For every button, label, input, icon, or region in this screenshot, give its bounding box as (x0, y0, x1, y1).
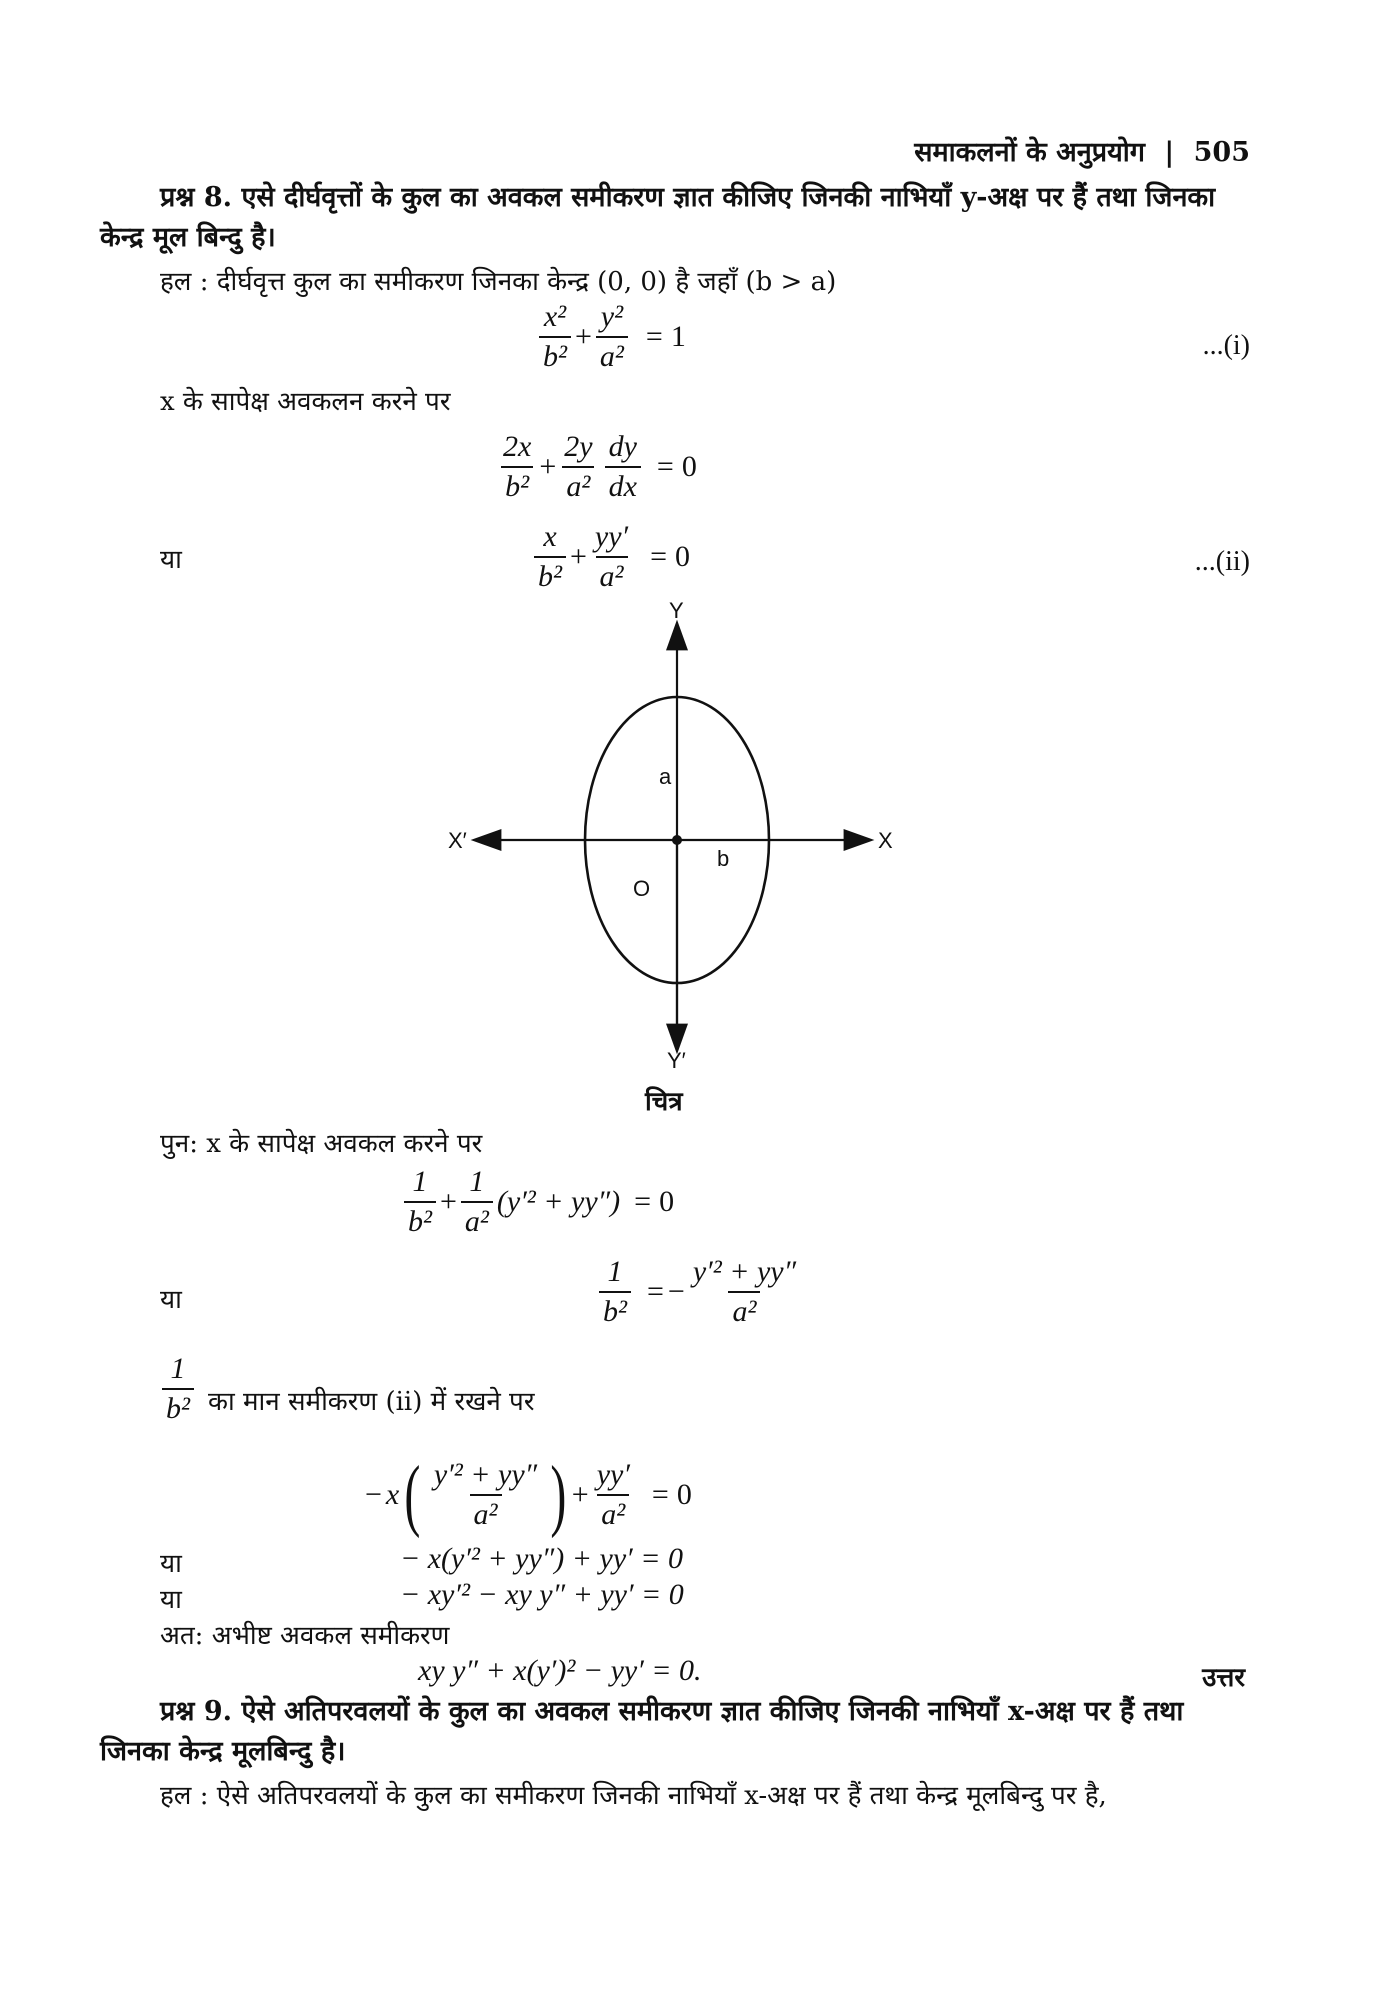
page-header (914, 132, 1250, 169)
label-y-bottom: Y′ (667, 1048, 686, 1070)
chapter-title: समाकलनों के अनुप्रयोग (914, 137, 1145, 168)
final-equation: xy y″ + x(y′)² − yy′ = 0. (418, 1654, 702, 1687)
label-a: a (659, 764, 672, 789)
equation-tag-ii: ...(ii) (1194, 546, 1250, 577)
equation-derivative: $\frac{2x}{\text{b²}}$ + $\frac{2y}{\text{a²}}$ $\frac{dy}{dx}$ = 0 (503, 430, 697, 503)
solution-8-intro: हल : दीर्घवृत्त कुल का समीकरण जिनका केन्द्र (0, 0) है जहाँ (b > a) (160, 267, 837, 297)
substitute-fraction: $\frac{1}{\text{b²}}$ (158, 1352, 198, 1426)
or-label-2: या (160, 1285, 182, 1315)
question-9 (100, 1692, 1250, 1772)
equation-i: $\frac{\text{x²}}{\text{b²}}$ + $\frac{\text{y²}}{\text{a²}}$ = 1 (535, 300, 686, 374)
question-9-label: प्रश्न 9. (160, 1696, 233, 1727)
equation-second-derivative: $\frac{1}{\text{b²}}$ + $\frac{1}{\text{a²}}$ (y′² + yy″) = 0 (400, 1165, 674, 1239)
equation-expanded-2: − xy′² − xy y″ + yy′ = 0 (400, 1578, 684, 1611)
origin-dot (672, 835, 682, 845)
solution-9-intro: हल : ऐसे अतिपरवलयों के कुल का समीकरण जिनकी नाभियाँ x-अक्ष पर हैं तथा केन्द्र मूलबिन्दु पर है, (160, 1781, 1107, 1811)
or-label-1: या (160, 545, 182, 575)
ellipse-figure (440, 600, 920, 1070)
equation-expanded-1: − x(y′² + yy″) + yy′ = 0 (400, 1542, 683, 1575)
question-9-text: ऐसे अतिपरवलयों के कुल का अवकल समीकरण ज्ञात कीजिए जिनकी नाभियाँ x-अक्ष पर हैं तथा जिनका केन्द्र मूलबिन्दु है। (100, 1696, 1184, 1767)
label-x-left: X′ (448, 828, 467, 853)
differentiate-text: x के सापेक्ष अवकलन करने पर (160, 387, 451, 417)
question-8 (100, 178, 1250, 258)
header-separator: | (1164, 137, 1175, 168)
question-8-text: एसे दीर्घवृत्तों के कुल का अवकल समीकरण ज्ञात कीजिए जिनकी नाभियाँ y-अक्ष पर हैं तथा जिनका केन्द्र मूल बिन्दु है। (100, 182, 1216, 253)
equation-ii: $\frac{x}{\text{b²}}$ + $\frac{yy'}{\text{a²}}$ = 0 (530, 520, 690, 594)
label-o: O (633, 876, 651, 901)
question-8-label: प्रश्न 8. (160, 182, 233, 213)
page-number: 505 (1193, 137, 1250, 168)
or-label-4: या (160, 1585, 182, 1615)
equation-tag-i: ...(i) (1202, 330, 1250, 361)
or-label-3: या (160, 1549, 182, 1579)
equation-substituted: − x ( $\frac{\text{y′² + yy″}}{\text{a²}}$ ) + $\frac{yy'}{\text{a²}}$ = 0 (365, 1451, 692, 1539)
label-x-right: X (878, 828, 893, 853)
answer-label: उत्तर (1202, 1663, 1245, 1693)
substitute-text: का मान समीकरण (ii) में रखने पर (208, 1387, 535, 1417)
label-y-top: Y (669, 600, 684, 623)
equation-one-over-b2: $\frac{1}{\text{b²}}$ = − $\frac{\text{y′² + yy″}}{\text{a²}}$ (595, 1255, 804, 1329)
figure-caption: चित्र (645, 1087, 683, 1117)
differentiate-again-text: पुन: x के सापेक्ष अवकल करने पर (160, 1129, 483, 1159)
label-b: b (717, 846, 730, 871)
therefore-text: अत: अभीष्ट अवकल समीकरण (160, 1621, 450, 1651)
